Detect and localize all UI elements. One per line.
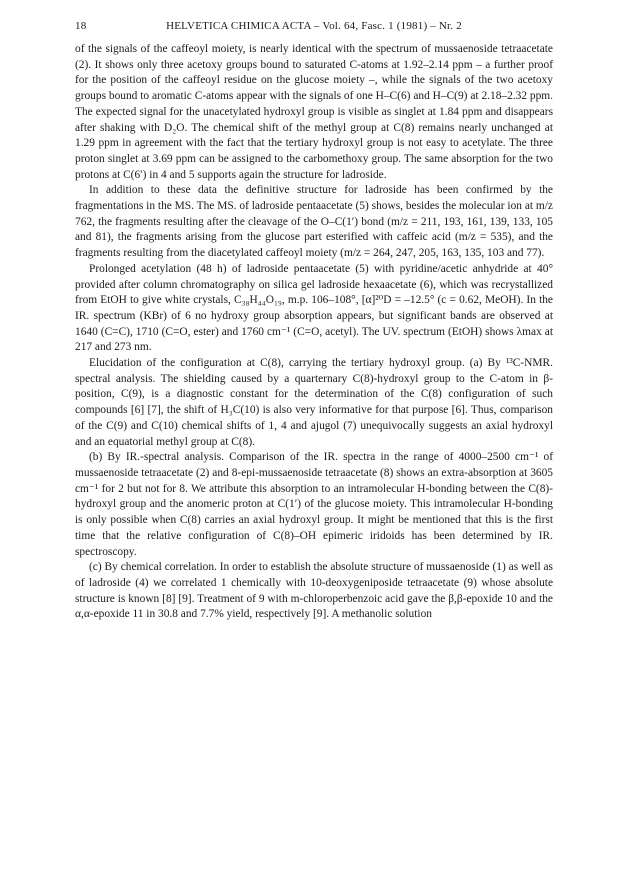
document-page [75,20,553,623]
body-text [75,42,553,623]
paragraph-chemical-correlation: (c) By chemical correlation. In order to establish the absolute structure of mussaenoside (1) as well as of ladroside (4) we correlated 1 chemically with 10-deoxygeniposide tetraacetate (9) whose absolute structure is known [8] [9]. Treatment of 9 with m-chloroperbenzoic acid gave the β,β-epoxide 10 and the α,α-epoxide 11 in 30.8 and 7.7% yield, respectively [9]. A methanolic solution [75,561,553,621]
paragraph-ms-fragmentation: In addition to these data the definitive structure for ladroside has been confirmed by the fragmentations in the MS. The MS. of ladroside pentaacetate (5) shows, besides the molecular ion at m/z 762, the fragments resulting after the cleavage of the O–C(1′) bond (m/z = 211, 193, 161, 139, 133, 105 and 81), the fragments arising from the glucose part esterified with caffeic acid (m/z = 535), and the fragments resulting from the diacetylated caffeoyl moiety (m/z = 264, 247, 205, 163, 135, 103 and 77). [75,184,553,260]
paragraph-configuration-13c: Elucidation of the configuration at C(8), carrying the tertiary hydroxyl group. (a) By ¹³C-NMR. spectral analysis. The shielding caused by a quarternary C(8)-hydroxyl group to the C-atom in β-position, C(9), is a diagnostic constant for the determination of the C(8) configuration of such compounds [6] [7], the shift of H₃C(10) is also very informative for that purpose [6]. Thus, comparison of the C(9) and C(10) chemical shifts of 1, 4 and ajugol (7) unequivocally suggests an axial hydroxyl and an equatorial methyl group at C(8). [75,357,553,448]
paragraph-acetylation: Prolonged acetylation (48 h) of ladroside pentaacetate (5) with pyridine/acetic anhydride at 40° provided after column chromatography on silica gel ladroside hexaacetate (6), which was recrystallized from EtOH to give white crystals, C₃₈H₄₄O₁₉, m.p. 106–108°, [α]²⁰D = –12.5° (c = 0.62, MeOH). In the IR. spectrum (KBr) of 6 no hydroxy group absorption appears, but significant bands are observed at 1640 (C=C), 1710 (C=O, ester) and 1760 cm⁻¹ (C=O, acetyl). The UV. spectrum (EtOH) shows λmax at 217 and 273 nm. [75,262,553,354]
page-number: 18 [75,20,87,32]
paragraph-ir-analysis: (b) By IR.-spectral analysis. Comparison of the IR. spectra in the range of 4000–2500 cm⁻¹ of mussaenoside tetraacetate (2) and 8-epi-mussaenoside tetraacetate (8) shows an extra-absorption at 3605 cm⁻¹ for 2 but not for 8. We attribute this absorption to an intramolecular H-bonding between the C(8)-hydroxyl group and the anomeric proton at C(1′) of the glucose moiety. This intramolecular H-bonding is only possible when C(8) carries an axial hydroxyl group. It might be mentioned that this is the first time that the relative configuration of C(8)–OH epimeric iridoids has been determined by IR. spectroscopy. [75,451,553,558]
running-header [75,20,553,38]
journal-header: HELVETICA CHIMICA ACTA – Vol. 64, Fasc. 1 (1981) – Nr. 2 [166,20,462,32]
paragraph-continuation: of the signals of the caffeoyl moiety, is nearly identical with the spectrum of mussaenoside tetraacetate (2). It shows only three acetoxy groups bound to saturated C-atoms at 1.92–2.14 ppm – a further proof for the position of the caffeoyl residue on the glucose moiety –, while the signals of the two acetoxy groups bound to aromatic C-atoms appear with the signals of one H–C(6) and H–C(9) at 2.18–2.32 ppm. The expected signal for the unacetylated hydroxyl group is visible as singlet at 1.84 ppm and disappears after shaking with D₂O. The chemical shift of the methyl group at C(8) remains nearly unchanged at 1.29 ppm in agreement with the fact that the tertiary hydroxyl group is not easy to acetylate. The three proton singlet at 3.69 ppm can be assigned to the carbomethoxy group. The same absorption for the two protons at C(6′) in 4 and 5 supports again the structure for ladroside. [75,43,553,181]
